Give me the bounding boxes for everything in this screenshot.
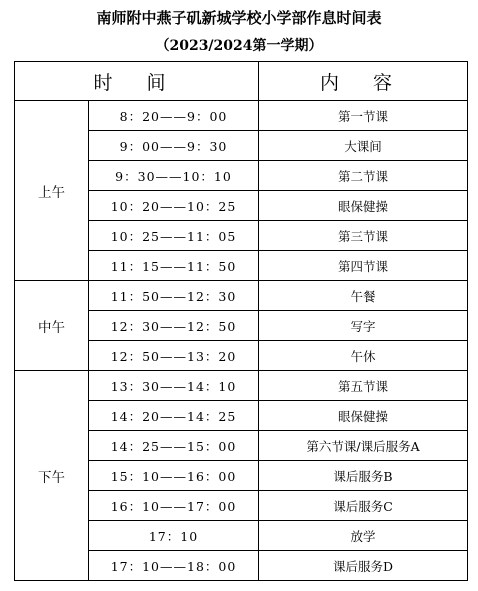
time-cell: 17：10 [89, 521, 259, 551]
content-cell: 课后服务B [259, 461, 468, 491]
content-cell: 课后服务D [259, 551, 468, 581]
content-cell: 午餐 [259, 281, 468, 311]
time-cell: 11：50——12：30 [89, 281, 259, 311]
time-cell: 16：10——17：00 [89, 491, 259, 521]
document-title: 南师附中燕子矶新城学校小学部作息时间表 [96, 9, 382, 27]
period-cell-afternoon: 下午 [15, 371, 89, 581]
period-cell-noon: 中午 [15, 281, 89, 371]
table-header-row [15, 62, 468, 101]
content-cell: 第四节课 [259, 251, 468, 281]
content-cell: 第三节课 [259, 221, 468, 251]
time-cell: 12：30——12：50 [89, 311, 259, 341]
content-cell: 第二节课 [259, 161, 468, 191]
content-cell: 眼保健操 [259, 401, 468, 431]
table-row [15, 371, 468, 401]
table-row [15, 281, 468, 311]
time-cell: 9：00——9：30 [89, 131, 259, 161]
schedule-table [14, 61, 468, 581]
document-subtitle: （2023/2024第一学期） [155, 38, 323, 54]
table-row [15, 101, 468, 131]
time-cell: 10：25——11：05 [89, 221, 259, 251]
time-cell: 15：10——16：00 [89, 461, 259, 491]
content-cell: 第五节课 [259, 371, 468, 401]
content-cell: 眼保健操 [259, 191, 468, 221]
time-cell: 13：30——14：10 [89, 371, 259, 401]
time-cell: 11：15——11：50 [89, 251, 259, 281]
time-cell: 10：20——10：25 [89, 191, 259, 221]
period-cell-morning: 上午 [15, 101, 89, 281]
content-cell: 第六节课/课后服务A [259, 431, 468, 461]
time-cell: 12：50——13：20 [89, 341, 259, 371]
time-cell: 14：25——15：00 [89, 431, 259, 461]
content-cell: 午休 [259, 341, 468, 371]
content-cell: 大课间 [259, 131, 468, 161]
content-cell: 第一节课 [259, 101, 468, 131]
time-cell: 14：20——14：25 [89, 401, 259, 431]
time-cell: 9：30——10：10 [89, 161, 259, 191]
content-cell: 放学 [259, 521, 468, 551]
content-cell: 写字 [259, 311, 468, 341]
header-time: 时 间 [15, 62, 259, 101]
header-content: 内 容 [259, 62, 468, 101]
time-cell: 17：10——18：00 [89, 551, 259, 581]
time-cell: 8：20——9：00 [89, 101, 259, 131]
content-cell: 课后服务C [259, 491, 468, 521]
